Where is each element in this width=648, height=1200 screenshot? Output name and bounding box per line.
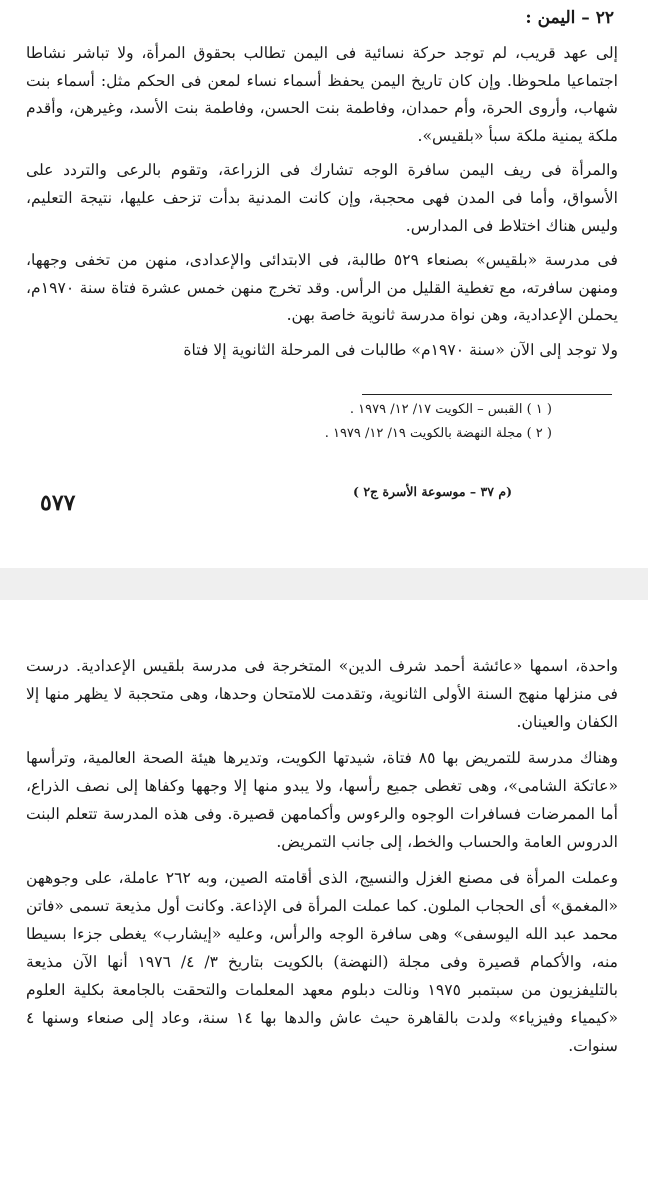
paragraph: وعملت المرأة فى مصنع الغزل والنسيج، الذى أقامته الصين، وبه ٢٦٢ عاملة، على وجوههن «المغمق» أى الحجاب الملون. كما عملت المرأة فى الإذاعة. وكانت أول مذيعة تسمى «فاتن محمد عبد الله اليوسفى» وهى سافرة الوجه والرأس، وعليه «إيشارب» يغطى جزءا بسيطا منه، والأكمام قصيرة وفى مجلة (النهضة) بالكويت بتاريخ ٣/ ٤/ ١٩٧٦ أنها الآن مذيعة بالتليفزيون من سبتمبر ١٩٧٥ ونالت دبلوم معهد المعلمات والتحقت بالجامعة بكلية العلوم «كيمياء وفيزياء» ولدت بالقاهرة حيث عاش والدها بها ١٤ سنة، وعاد إلى صنعاء وسنها ٤ سنوات.	[26, 869, 619, 1055]
footnote: ( ٢ ) مجلة النهضة بالكويت ١٩/ ١٢/ ١٩٧٩ .	[324, 426, 552, 441]
footnote-divider	[362, 394, 612, 395]
page-number: ٥٧٧	[40, 490, 76, 516]
paragraph: فى مدرسة «بلقيس» بصنعاء ٥٢٩ طالبة، فى الابتدائى والإعدادى، منهن من تخفى وجهها، ومنهن سافرته، مع تغطية القليل من الرأس. وقد تخرج منهن خمس عشرة فتاة سنة ١٩٧٠م، يحملن الإعدادية، وهن نواة مدرسة ثانوية خاصة بهن.	[26, 251, 618, 325]
paragraph: إلى عهد قريب، لم توجد حركة نسائية فى اليمن تطالب بحقوق المرأة، ولا تباشر نشاطا اجتماعيا ملحوظا. وإن كان تاريخ اليمن يحفظ أسماء نساء لمعن فى الحكم مثل: أسماء بنت شهاب، وأروى الحرة، وأم حمدان، وفاطمة بنت الحسن، وفاطمة بنت الأسد، وغيرهن، وأقدم ملكة يمنية ملكة سبأ «بلقيس».	[26, 44, 618, 145]
paragraph: ولا توجد إلى الآن «سنة ١٩٧٠م» طالبات فى المرحلة الثانوية إلا فتاة	[183, 340, 618, 359]
section-heading: ٢٢ – اليمن :	[525, 8, 614, 28]
page-577-body	[26, 40, 618, 372]
paragraph: والمرأة فى ريف اليمن سافرة الوجه تشارك فى الزراعة، وتقوم بالرعى والتردد على الأسواق، وأما فى المدن فهى محجبة، وإن كانت المدنية بدأت تزحف عليها، نتيجة التعليم، وليس هناك اختلاط فى المدارس.	[26, 161, 618, 235]
paragraph: واحدة، اسمها «عائشة أحمد شرف الدين» المتخرجة فى مدرسة بلقيس الإعدادية. درست فى منزلها منهج السنة الأولى الثانوية، وتقدمت للامتحان وحدها، وهى متحجبة لا يظهر منها إلا الكفان والعينان.	[26, 657, 618, 731]
page-578-body	[26, 652, 618, 1068]
page-578	[0, 600, 648, 1200]
footnote: ( ١ ) القبس – الكويت ١٧/ ١٢/ ١٩٧٩ .	[349, 402, 552, 417]
paragraph: وهناك مدرسة للتمريض بها ٨٥ فتاة، شيدتها الكويت، وتديرها هيئة الصحة العالمية، وترأسها «عاتكة الشامى»، وهى تغطى جميع رأسها، ولا يبدو منها إلا وجهها وكفاها إلى نصف الذراع، أما الممرضات فسافرات الوجوه والرءوس وأكمامهن قصيرة. وفى هذه المدرسة تتعلم البنت الدروس العامة والحساب والخط، إلى جانب التمريض.	[26, 749, 618, 851]
page-577	[0, 0, 648, 568]
source-note: (م ٣٧ – موسوعة الأسرة ج٢ )	[353, 484, 512, 499]
